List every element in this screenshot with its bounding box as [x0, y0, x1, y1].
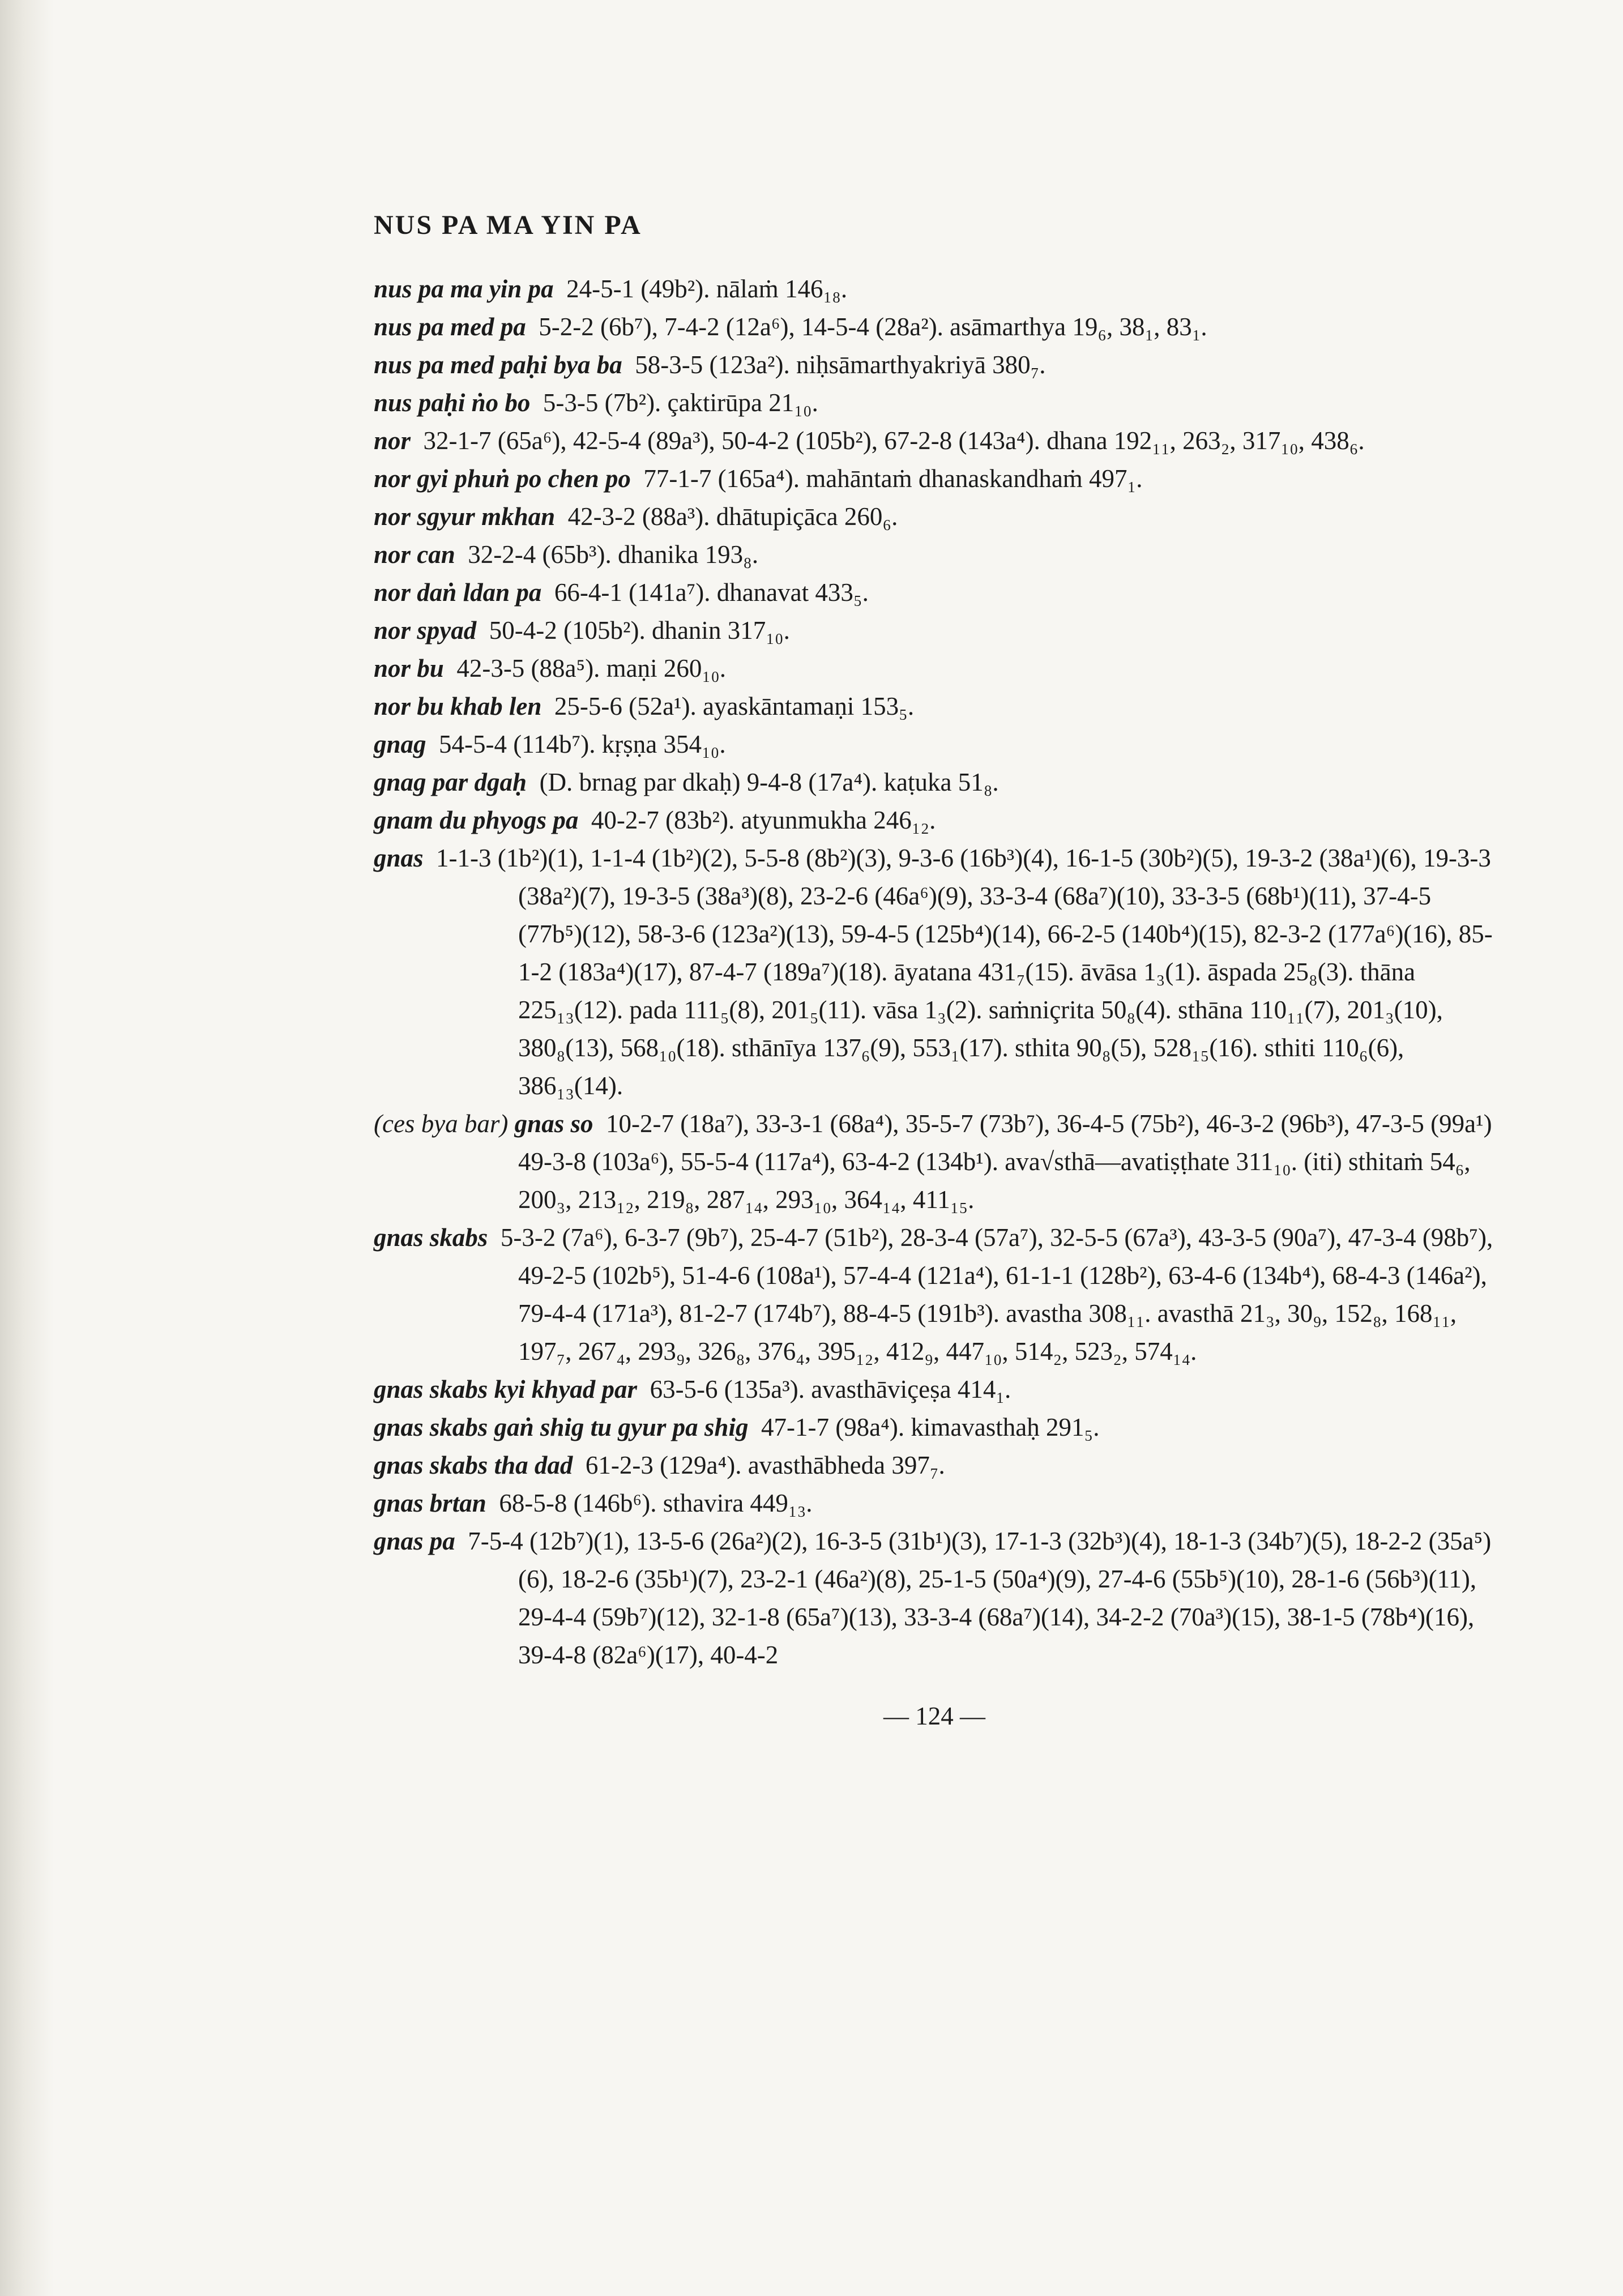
- entry-references: 1-1-3 (1b²)(1), 1-1-4 (1b²)(2), 5-5-8 (8b²)(3), 9-3-6 (16b³)(4), 16-1-5 (30b²)(5), 19-3-2 (38a¹)(6), 19-3-3 (38a²)(7), 19-3-5 (38a³)(8), 23-2-6 (46a⁶)(9), 33-3-4 (68a⁷)(10), 33-3-5 (68b¹)(11), 37-4-5 (77b⁵)(12), 58-3-6 (123a²)(13), 59-4-5 (125b⁴)(14), 66-2-5 (140b⁴)(15), 82-3-2 (177a⁶)(16), 85-1-2 (183a⁴)(17), 87-4-7 (189a⁷)(18). āyatana 431₇(15). āvāsa 1₃(1). āspada 25₈(3). thāna 225₁₃(12). pada 111₅(8), 201₅(11). vāsa 1₃(2). saṁniçrita 50₈(4). sthāna 110₁₁(7), 201₃(10), 380₈(13), 568₁₀(18). sthānīya 137₆(9), 553₁(17). sthita 90₈(5), 528₁₅(16). sthiti 110₆(6), 386₁₃(14).: [436, 844, 1493, 1100]
- headword: gnas skabs gaṅ shig tu gyur pa shig: [374, 1413, 749, 1441]
- dictionary-entry: [374, 1409, 1495, 1446]
- dictionary-entry: [374, 384, 1495, 422]
- headword: gnag: [374, 730, 426, 758]
- headword: nus paḥi ṅo bo: [374, 389, 531, 417]
- headword: gnam du phyogs pa: [374, 806, 579, 834]
- headword: gnas brtan: [374, 1489, 486, 1517]
- entry-references: 32-2-4 (65b³). dhanika 193₈.: [468, 540, 759, 569]
- dictionary-entry: [374, 839, 1495, 1105]
- entry-prefix: (ces bya bar): [374, 1109, 509, 1138]
- dictionary-entry: [374, 763, 1495, 801]
- headword: nus pa med paḥi bya ba: [374, 351, 622, 379]
- entry-references: 58-3-5 (123a²). niḥsāmarthyakriyā 380₇.: [635, 351, 1046, 379]
- dictionary-entry: [374, 612, 1495, 650]
- dictionary-entry: [374, 1371, 1495, 1409]
- entry-references: (D. brnag par dkaḥ) 9-4-8 (17a⁴). kaṭuka 51₈.: [539, 768, 999, 796]
- headword: nor can: [374, 540, 455, 569]
- headword: nor daṅ ldan pa: [374, 578, 542, 607]
- dictionary-entry: [374, 1105, 1495, 1219]
- headword: gnas skabs: [374, 1223, 488, 1252]
- entry-references: 42-3-5 (88a⁵). maṇi 260₁₀.: [456, 654, 727, 682]
- headword: gnas: [374, 844, 424, 872]
- entry-references: 24-5-1 (49b²). nālaṁ 146₁₈.: [566, 275, 848, 303]
- dictionary-entry: [374, 422, 1495, 460]
- page-number: — 124 —: [883, 1702, 985, 1730]
- dictionary-entry: [374, 270, 1495, 308]
- headword: nor sgyur mkhan: [374, 502, 556, 531]
- dictionary-page: [374, 210, 1495, 1731]
- entry-list: [374, 270, 1495, 1674]
- dictionary-entry: [374, 498, 1495, 536]
- dictionary-entry: [374, 1446, 1495, 1484]
- headword: nus pa ma yin pa: [374, 275, 554, 303]
- entry-references: 54-5-4 (114b⁷). kṛṣṇa 354₁₀.: [439, 730, 726, 758]
- dictionary-entry: [374, 1522, 1495, 1674]
- entry-references: 5-3-5 (7b²). çaktirūpa 21₁₀.: [543, 389, 818, 417]
- entry-references: 7-5-4 (12b⁷)(1), 13-5-6 (26a²)(2), 16-3-5 (31b¹)(3), 17-1-3 (32b³)(4), 18-1-3 (34b⁷)(5), 18-2-2 (35a⁵)(6), 18-2-6 (35b¹)(7), 23-2-1 (46a²)(8), 25-1-5 (50a⁴)(9), 27-4-6 (55b⁵)(10), 28-1-6 (56b³)(11), 29-4-4 (59b⁷)(12), 32-1-8 (65a⁷)(13), 33-3-4 (68a⁷)(14), 34-2-2 (70a³)(15), 38-1-5 (78b⁴)(16), 39-4-8 (82a⁶)(17), 40-4-2: [468, 1527, 1492, 1669]
- dictionary-entry: [374, 725, 1495, 763]
- headword: nor bu: [374, 654, 444, 682]
- dictionary-entry: [374, 650, 1495, 688]
- dictionary-entry: [374, 801, 1495, 839]
- dictionary-entry: [374, 1219, 1495, 1371]
- headword: nus pa med pa: [374, 313, 526, 341]
- headword: gnas skabs kyi khyad par: [374, 1375, 638, 1403]
- entry-references: 66-4-1 (141a⁷). dhanavat 433₅.: [554, 578, 869, 607]
- running-head: NUS PA MA YIN PA: [374, 210, 642, 240]
- headword: nor: [374, 426, 411, 455]
- headword: nor gyi phuṅ po chen po: [374, 464, 631, 493]
- entry-references: 61-2-3 (129a⁴). avasthābheda 397₇.: [585, 1451, 945, 1479]
- entry-references: 40-2-7 (83b²). atyunmukha 246₁₂.: [591, 806, 936, 834]
- entry-references: 25-5-6 (52a¹). ayaskāntamaṇi 153₅.: [554, 692, 915, 720]
- dictionary-entry: [374, 536, 1495, 574]
- entry-references: 77-1-7 (165a⁴). mahāntaṁ dhanaskandhaṁ 497₁.: [643, 464, 1143, 493]
- headword: gnas so: [514, 1109, 593, 1138]
- entry-references: 32-1-7 (65a⁶), 42-5-4 (89a³), 50-4-2 (105b²), 67-2-8 (143a⁴). dhana 192₁₁, 263₂, 317₁₀, 438₆.: [423, 426, 1365, 455]
- entry-references: 5-2-2 (6b⁷), 7-4-2 (12a⁶), 14-5-4 (28a²). asāmarthya 19₆, 38₁, 83₁.: [539, 313, 1207, 341]
- dictionary-entry: [374, 688, 1495, 725]
- entry-references: 47-1-7 (98a⁴). kimavasthaḥ 291₅.: [761, 1413, 1100, 1441]
- headword: gnag par dgaḥ: [374, 768, 527, 796]
- dictionary-entry: [374, 574, 1495, 612]
- entry-references: 42-3-2 (88a³). dhātupiçāca 260₆.: [567, 502, 898, 531]
- dictionary-entry: [374, 308, 1495, 346]
- headword: nor bu khab len: [374, 692, 542, 720]
- entry-references: 63-5-6 (135a³). avasthāviçeṣa 414₁.: [650, 1375, 1011, 1403]
- dictionary-entry: [374, 460, 1495, 498]
- binding-shadow: [0, 0, 54, 2296]
- dictionary-entry: [374, 1484, 1495, 1522]
- entry-references: 10-2-7 (18a⁷), 33-3-1 (68a⁴), 35-5-7 (73b⁷), 36-4-5 (75b²), 46-3-2 (96b³), 47-3-5 (99a¹) 49-3-8 (103a⁶), 55-5-4 (117a⁴), 63-4-2 (134b¹). ava√sthā—avatiṣṭhate 311₁₀. (iti) sthitaṁ 54₆, 200₃, 213₁₂, 219₈, 287₁₄, 293₁₀, 364₁₄, 411₁₅.: [518, 1109, 1492, 1214]
- dictionary-entry: [374, 346, 1495, 384]
- entry-references: 68-5-8 (146b⁶). sthavira 449₁₃.: [499, 1489, 813, 1517]
- headword: gnas pa: [374, 1527, 455, 1555]
- entry-references: 50-4-2 (105b²). dhanin 317₁₀.: [489, 616, 790, 645]
- headword: gnas skabs tha dad: [374, 1451, 573, 1479]
- headword: nor spyad: [374, 616, 477, 645]
- entry-references: 5-3-2 (7a⁶), 6-3-7 (9b⁷), 25-4-7 (51b²), 28-3-4 (57a⁷), 32-5-5 (67a³), 43-3-5 (90a⁷), 47-3-4 (98b⁷), 49-2-5 (102b⁵), 51-4-6 (108a¹), 57-4-4 (121a⁴), 61-1-1 (128b²), 63-4-6 (134b⁴), 68-4-3 (146a²), 79-4-4 (171a³), 81-2-7 (174b⁷), 88-4-5 (191b³). avastha 308₁₁. avasthā 21₃, 30₉, 152₈, 168₁₁, 197₇, 267₄, 293₉, 326₈, 376₄, 395₁₂, 412₉, 447₁₀, 514₂, 523₂, 574₁₄.: [500, 1223, 1493, 1365]
